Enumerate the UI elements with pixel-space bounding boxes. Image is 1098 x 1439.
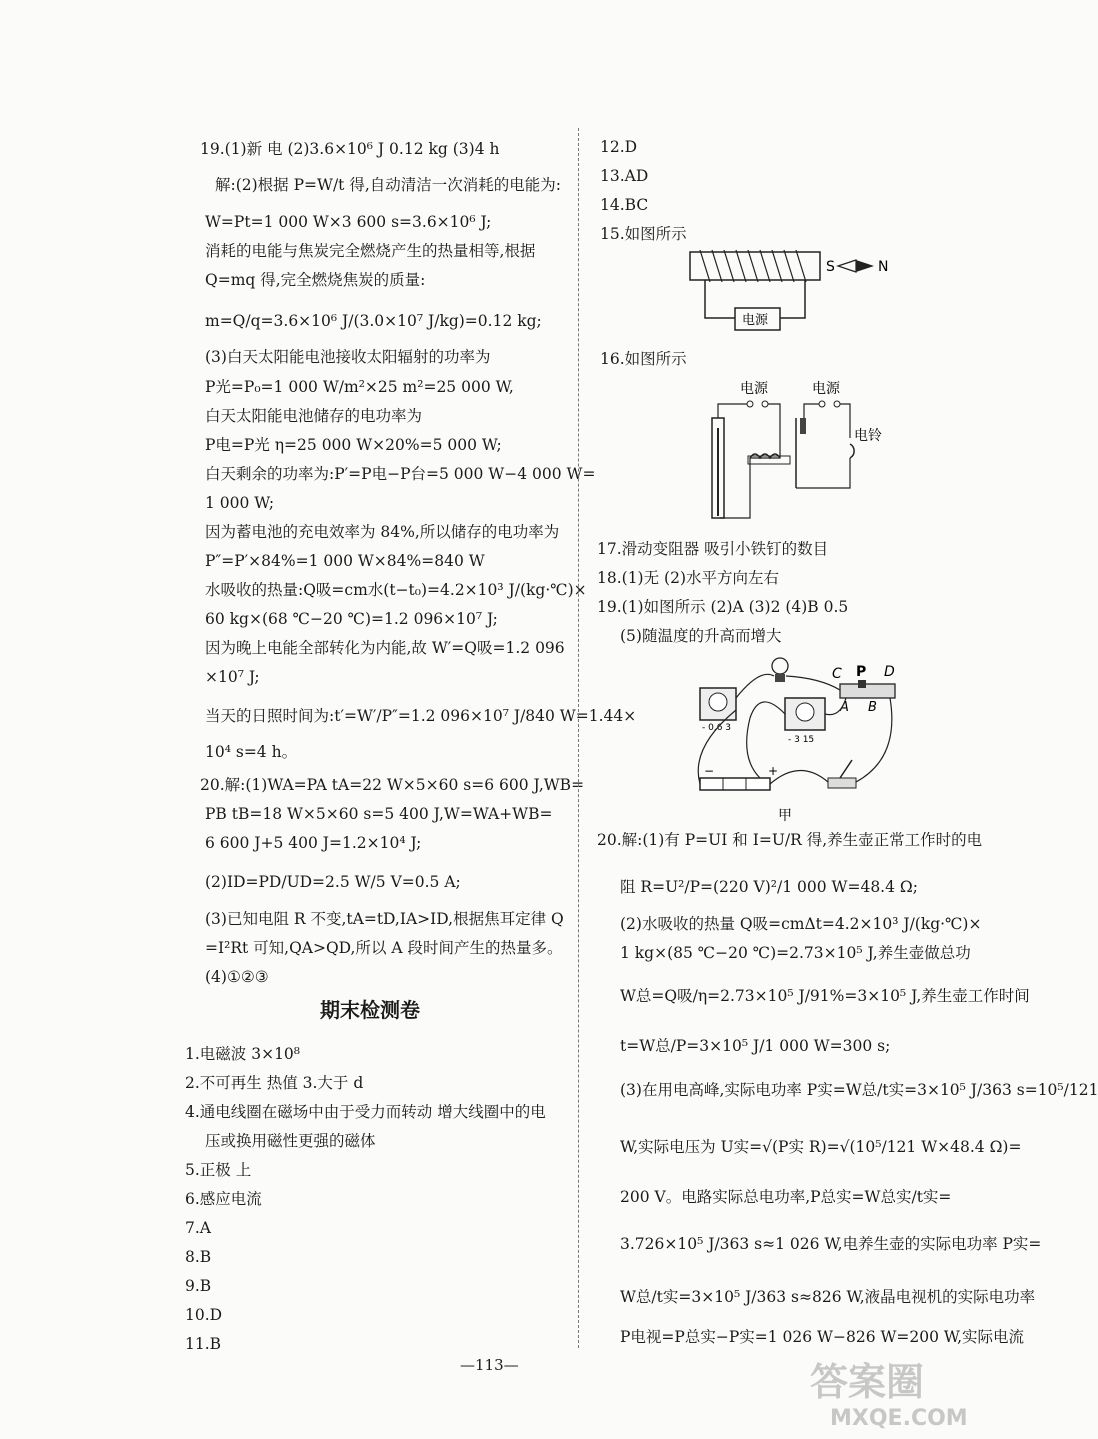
- fig19-d: D: [884, 664, 895, 680]
- right-line: (3)在用电高峰,实际电功率 P实=W总/t实=3×10⁵ J/363 s=10⁵/121: [620, 1081, 1098, 1099]
- fig15-power-label: 电源: [742, 313, 769, 328]
- exam-line: 1.电磁波 3×10⁸: [185, 1045, 301, 1063]
- page-number: —113—: [460, 1356, 519, 1374]
- left-line: (4)①②③: [205, 968, 269, 986]
- exam-line: 4.通电线圈在磁场中由于受力而转动 增大线圈中的电: [185, 1103, 546, 1121]
- right-line: 14.BC: [600, 196, 649, 214]
- right-line: (2)水吸收的热量 Q吸=cmΔt=4.2×10³ J/(kg·℃)×: [620, 915, 982, 933]
- exam-line: 10.D: [185, 1306, 223, 1324]
- fig19-minus: −: [704, 764, 715, 778]
- exam-line: 压或换用磁性更强的磁体: [205, 1132, 376, 1150]
- fig16-bell: 电铃: [854, 428, 882, 444]
- column-divider: [578, 128, 580, 1348]
- left-line: 10⁴ s=4 h。: [205, 743, 298, 761]
- right-line: W总=Q吸/η=2.73×10⁵ J/91%=3×10⁵ J,养生壶工作时间: [620, 987, 1030, 1005]
- exam-line: 5.正极 上: [185, 1161, 252, 1179]
- left-line: 60 kg×(68 ℃−20 ℃)=1.2 096×10⁷ J;: [205, 610, 498, 628]
- left-line: P电=P光 η=25 000 W×20%=5 000 W;: [205, 436, 502, 454]
- figure-15-solenoid: [680, 242, 910, 342]
- fig19-voltmeter-scale: - 3 15: [788, 735, 815, 745]
- right-line: (5)随温度的升高而增大: [620, 627, 782, 645]
- fig19-b: B: [868, 700, 877, 715]
- right-line: 20.解:(1)有 P=UI 和 I=U/R 得,养生壶正常工作时的电: [597, 831, 983, 849]
- section-title: 期末检测卷: [320, 998, 420, 1022]
- exam-line: 11.B: [185, 1335, 222, 1353]
- left-line: (2)ID=PD/UD=2.5 W/5 V=0.5 A;: [205, 873, 461, 891]
- fig15-n-label: N: [878, 259, 889, 275]
- right-line: 17.滑动变阻器 吸引小铁钉的数目: [597, 540, 829, 558]
- right-line: 1 kg×(85 ℃−20 ℃)=2.73×10⁵ J,养生壶做总功: [620, 944, 971, 962]
- left-line: P″=P′×84%=1 000 W×84%=840 W: [205, 552, 485, 570]
- left-line: 19.(1)新 电 (2)3.6×10⁶ J 0.12 kg (3)4 h: [200, 140, 500, 158]
- right-line: 13.AD: [600, 167, 649, 185]
- left-line: 白天太阳能电池储存的电功率为: [205, 407, 423, 425]
- left-line: (3)白天太阳能电池接收太阳辐射的功率为: [205, 348, 491, 366]
- left-line: Q=mq 得,完全燃烧焦炭的质量:: [205, 271, 426, 289]
- right-line: 阻 R=U²/P=(220 V)²/1 000 W=48.4 Ω;: [620, 878, 918, 896]
- fig16-power2: 电源: [812, 381, 840, 397]
- exam-line: 2.不可再生 热值 3.大于 d: [185, 1074, 364, 1092]
- left-line: 因为蓄电池的充电效率为 84%,所以储存的电功率为: [205, 523, 560, 541]
- right-line: 12.D: [600, 138, 638, 156]
- right-line: t=W总/P=3×10⁵ J/1 000 W=300 s;: [620, 1037, 891, 1055]
- exam-line: 6.感应电流: [185, 1190, 262, 1208]
- left-line: 当天的日照时间为:t′=W′/P″=1.2 096×10⁷ J/840 W=1.44×: [205, 707, 637, 725]
- watermark-logo: [800, 1351, 990, 1431]
- left-line: 水吸收的热量:Q吸=cm水(t−t₀)=4.2×10³ J/(kg·℃)×: [205, 581, 587, 599]
- fig19-c: C: [832, 666, 842, 682]
- exam-line: 9.B: [185, 1277, 212, 1295]
- left-line: 1 000 W;: [205, 494, 275, 512]
- left-line: P光=P₀=1 000 W/m²×25 m²=25 000 W,: [205, 378, 514, 396]
- left-line: PB tB=18 W×5×60 s=5 400 J,W=WA+WB=: [205, 805, 553, 823]
- fig16-power1: 电源: [740, 381, 768, 397]
- figure-16-relay-circuit: [700, 378, 900, 528]
- left-line: W=Pt=1 000 W×3 600 s=3.6×10⁶ J;: [205, 213, 492, 231]
- left-line: 白天剩余的功率为:P′=P电−P台=5 000 W−4 000 W=: [205, 465, 596, 483]
- right-line: P电视=P总实−P实=1 026 W−826 W=200 W,实际电流: [620, 1328, 1025, 1346]
- fig19-plus: +: [768, 764, 779, 778]
- right-line: 3.726×10⁵ J/363 s≈1 026 W,电养生壶的实际电功率 P实=: [620, 1235, 1042, 1253]
- left-line: ×10⁷ J;: [205, 668, 260, 686]
- left-line: (3)已知电阻 R 不变,tA=tD,IA>ID,根据焦耳定律 Q: [205, 910, 564, 928]
- right-line: 15.如图所示: [600, 225, 687, 243]
- fig15-s-label: S: [826, 259, 835, 275]
- left-line: =I²Rt 可知,QA>QD,所以 A 段时间产生的热量多。: [205, 939, 563, 957]
- left-line: 20.解:(1)WA=PA tA=22 W×5×60 s=6 600 J,WB=: [200, 776, 585, 794]
- left-line: 6 600 J+5 400 J=1.2×10⁴ J;: [205, 834, 422, 852]
- svg-text:答案圈: 答案圈: [810, 1360, 925, 1404]
- right-line: W总/t实=3×10⁵ J/363 s≈826 W,液晶电视机的实际电功率: [620, 1288, 1036, 1306]
- fig19-p: P: [856, 664, 867, 680]
- left-line: 解:(2)根据 P=W/t 得,自动清洁一次消耗的电能为:: [215, 176, 561, 194]
- right-line: 16.如图所示: [600, 350, 687, 368]
- exam-line: 8.B: [185, 1248, 212, 1266]
- fig19-ammeter-scale: - 0.6 3: [702, 723, 732, 733]
- left-line: m=Q/q=3.6×10⁶ J/(3.0×10⁷ J/kg)=0.12 kg;: [205, 312, 542, 330]
- right-line: 18.(1)无 (2)水平方向左右: [597, 569, 779, 587]
- fig19-a: A: [840, 700, 849, 715]
- right-line: 19.(1)如图所示 (2)A (3)2 (4)B 0.5: [597, 598, 849, 616]
- fig19-caption: 甲: [778, 808, 792, 824]
- exam-line: 7.A: [185, 1219, 211, 1237]
- right-line: 200 V。电路实际总电功率,P总实=W总实/t实=: [620, 1188, 952, 1206]
- left-line: 因为晚上电能全部转化为内能,故 W′=Q吸=1.2 096: [205, 639, 565, 657]
- svg-text:MXQE.COM: MXQE.COM: [830, 1406, 968, 1431]
- figure-19-circuit: [690, 648, 910, 828]
- right-line: W,实际电压为 U实=√(P实 R)=√(10⁵/121 W×48.4 Ω)=: [620, 1138, 1022, 1156]
- left-line: 消耗的电能与焦炭完全燃烧产生的热量相等,根据: [205, 242, 536, 260]
